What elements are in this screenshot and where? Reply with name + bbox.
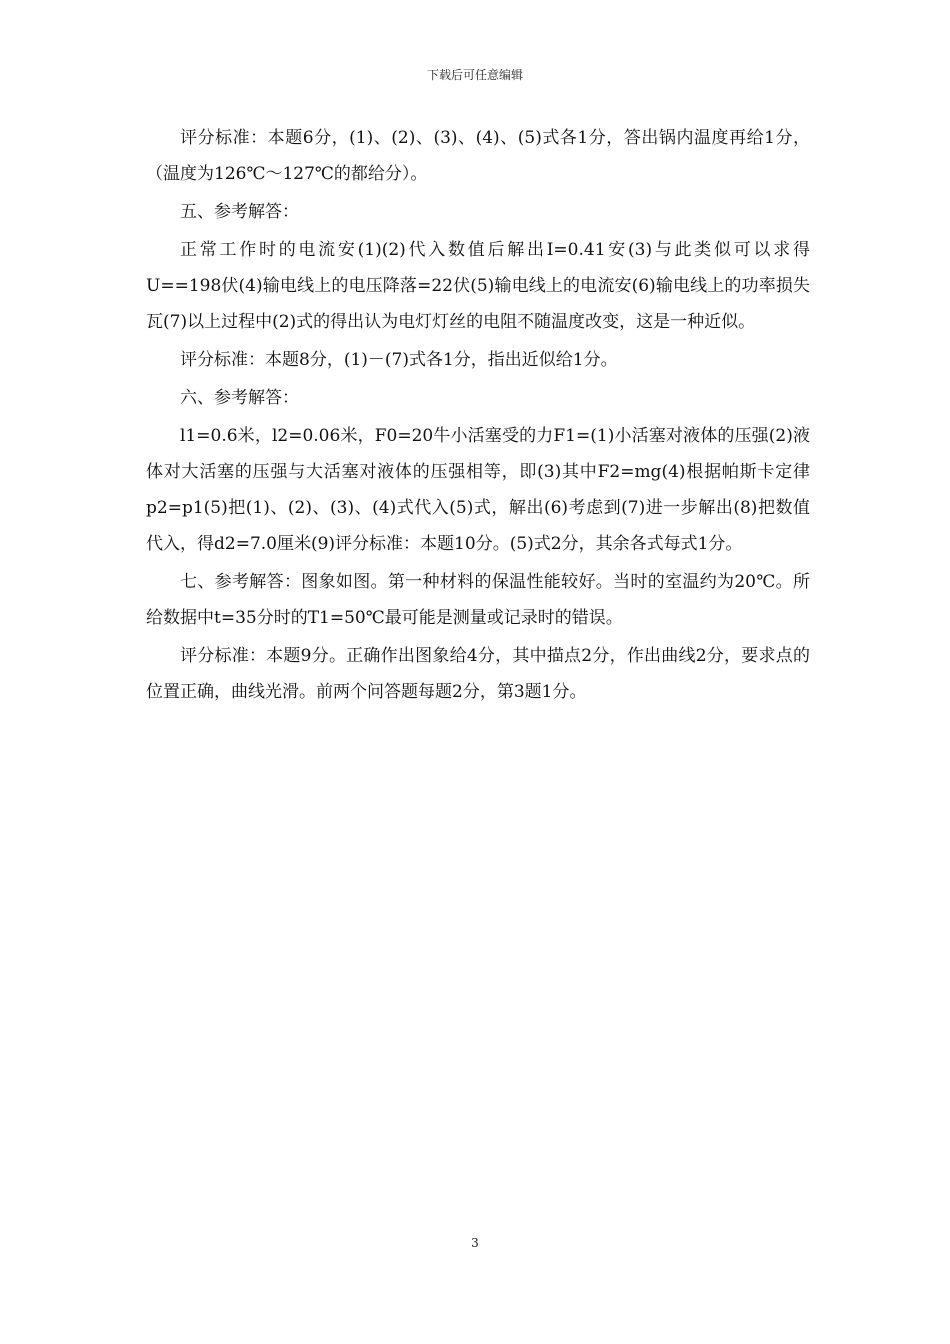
section-6-heading: 六、参考解答： bbox=[180, 388, 299, 408]
section-7-scoring: 评分标准：本题9分。正确作出图象给4分，其中描点2分，作出曲线2分，要求点的位置正确，曲线光滑。前两个问答题每题2分，第3题1分。 bbox=[146, 646, 810, 702]
section-5-answer: 正常工作时的电流安(1)(2)代入数值后解出I=0.41安(3)与此类似可以求得U==198伏(4)输电线上的电压降落=22伏(5)输电线上的电流安(6)输电线上的功率损失瓦(7)以上过程中(2)式的得出认为电灯灯丝的电阻不随温度改变，这是一种近似。 bbox=[146, 240, 810, 332]
scoring-paragraph-4: 评分标准：本题6分，(1)、(2)、(3)、(4)、(5)式各1分，答出锅内温度再给1分，（温度为126℃～127℃的都给分）。 bbox=[146, 128, 810, 184]
section-5-heading: 五、参考解答： bbox=[180, 202, 299, 222]
page-number: 3 bbox=[471, 1236, 479, 1250]
section-5-scoring: 评分标准：本题8分，(1)－(7)式各1分，指出近似给1分。 bbox=[180, 350, 618, 370]
page-header: 下载后可任意编辑 bbox=[426, 68, 523, 82]
document-body bbox=[146, 120, 810, 712]
section-7-answer: 七、参考解答：图象如图。第一种材料的保温性能较好。当时的室温约为20℃。所给数据中t=35分时的T1=50℃最可能是测量或记录时的错误。 bbox=[146, 572, 810, 628]
section-6-answer: l1=0.6米，l2=0.06米，F0=20牛小活塞受的力F1=(1)小活塞对液体的压强(2)液体对大活塞的压强与大活塞对液体的压强相等，即(3)其中F2=mg(4)根据帕斯卡定律p2=p1(5)把(1)、(2)、(3)、(4)式代入(5)式，解出(6)考虑到(7)进一步解出(8)把数值代入，得d2=7.0厘米(9)评分标准：本题10分。(5)式2分，其余各式每式1分。 bbox=[146, 426, 810, 554]
